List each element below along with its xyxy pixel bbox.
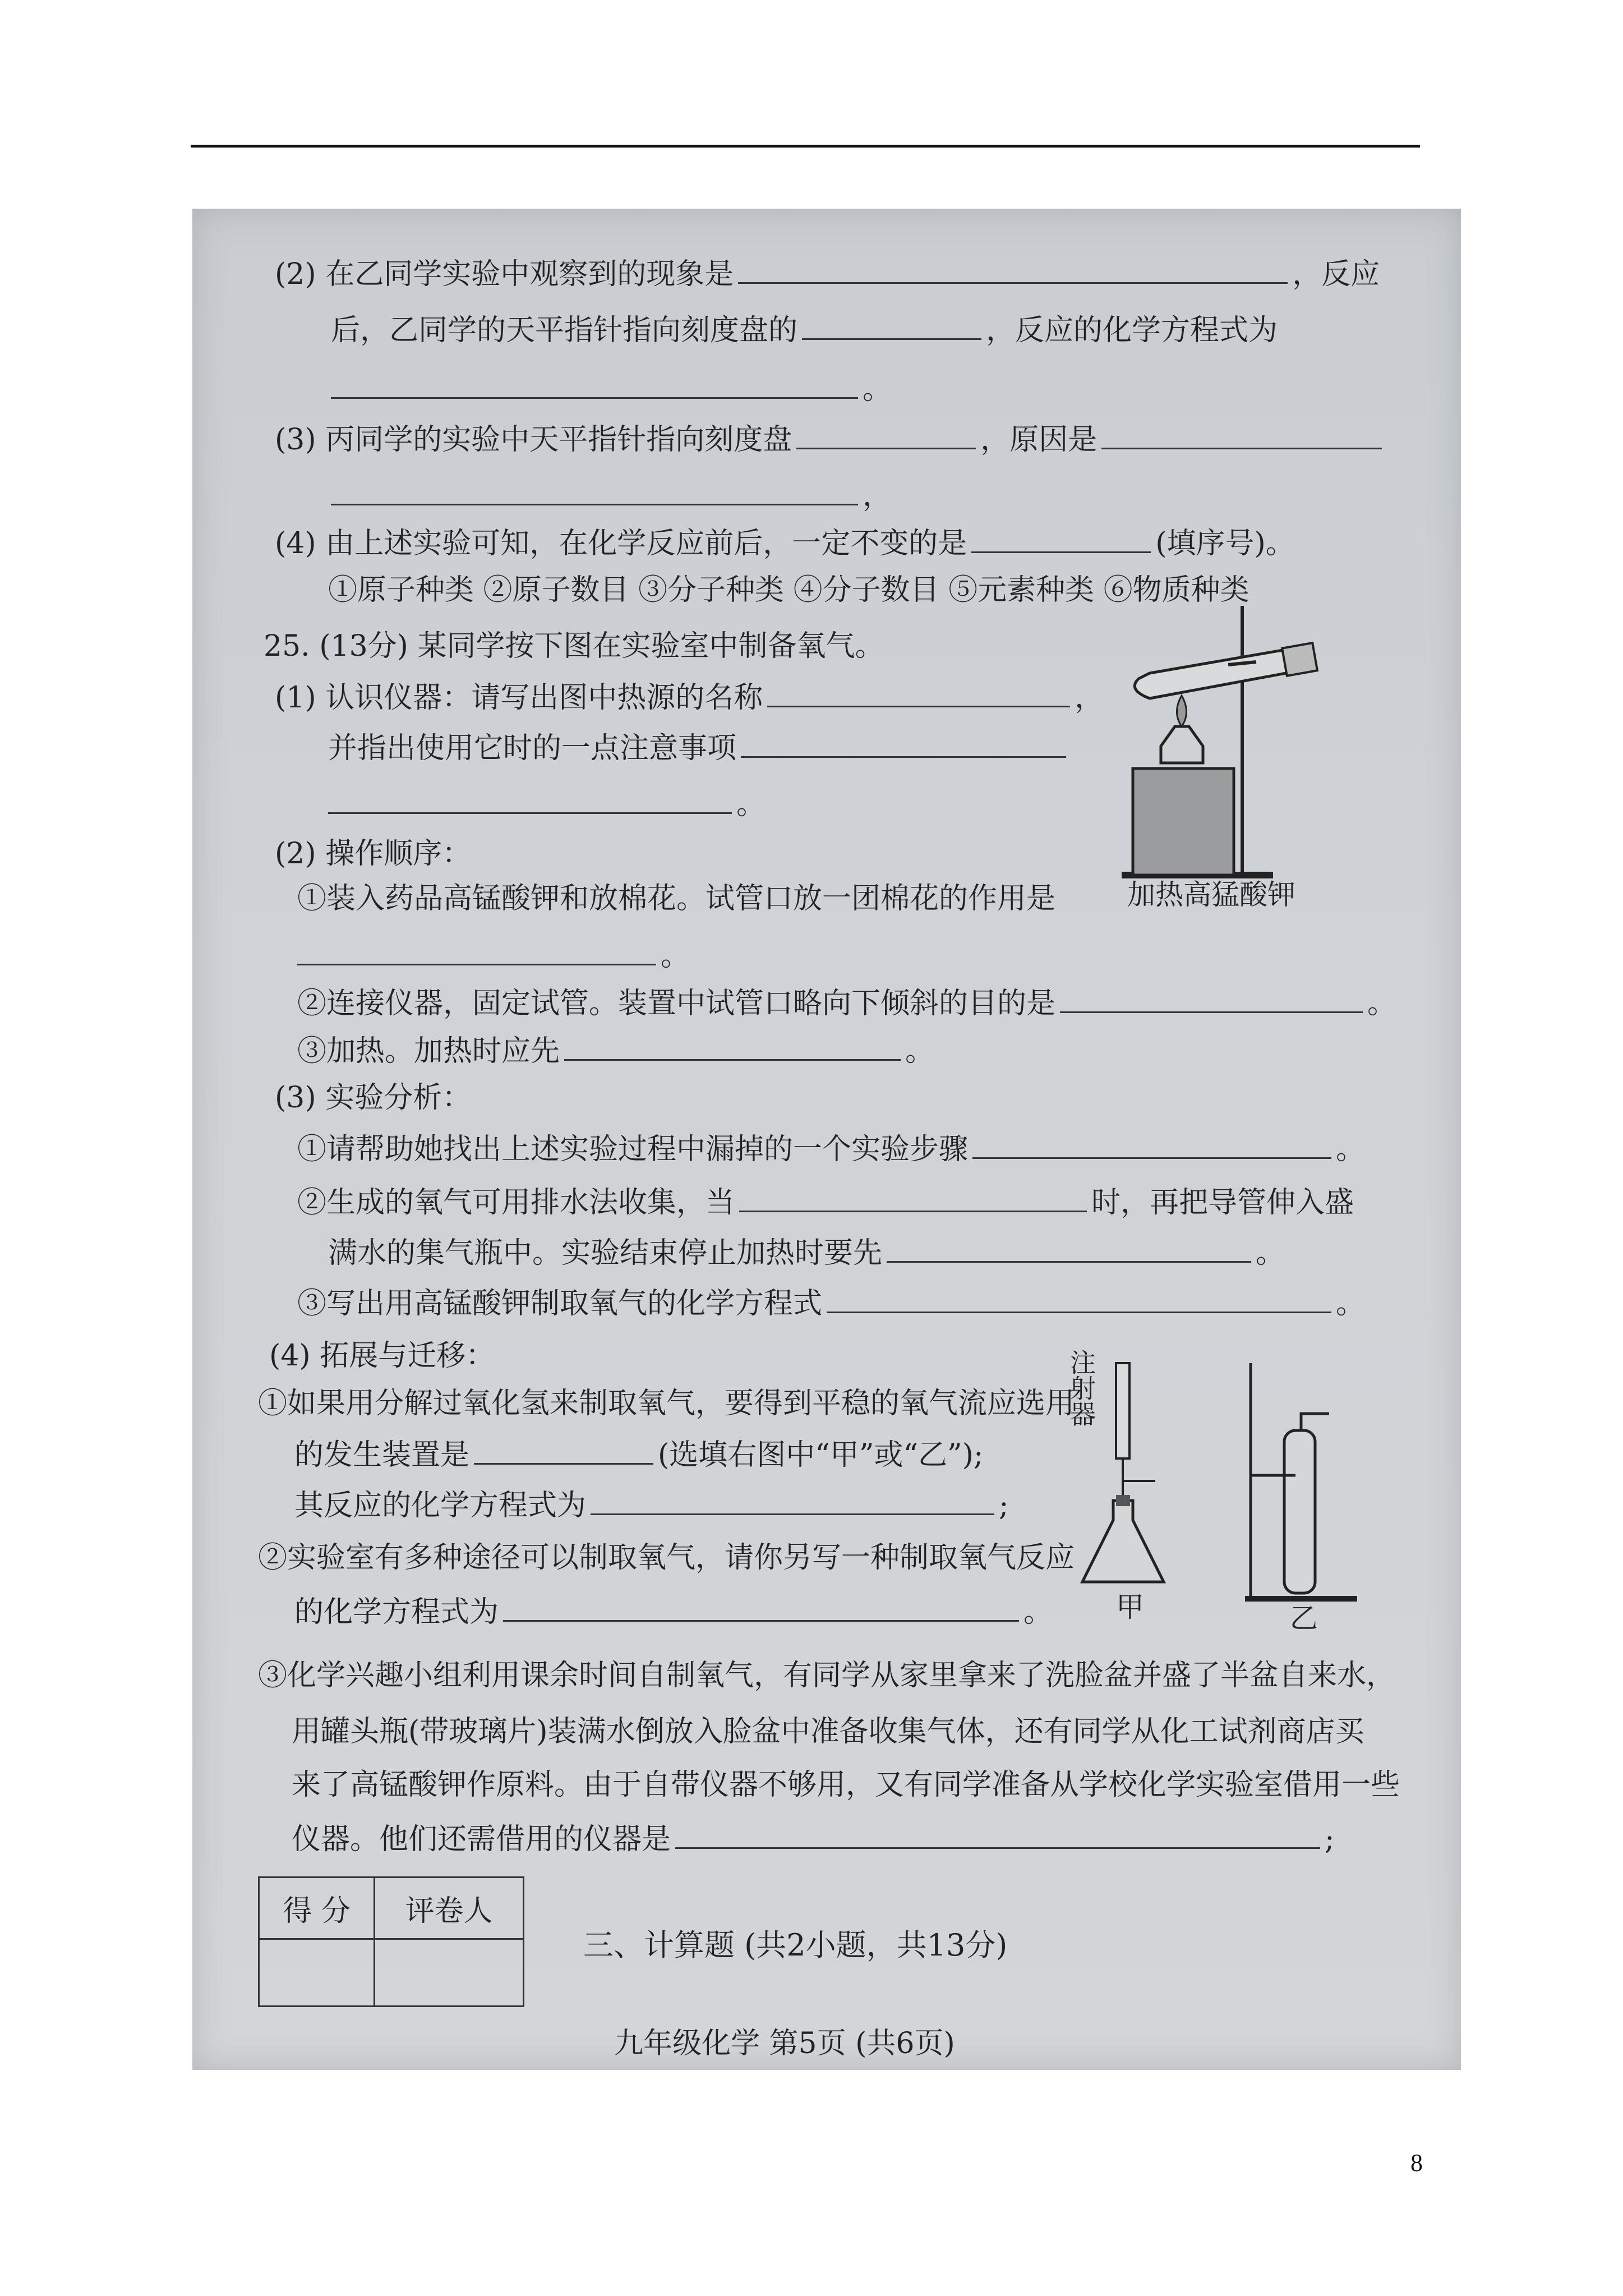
q25-s4-item1-line1: ①如果用分解过氧化氢来制取氧气，要得到平稳的氧气流应选用 xyxy=(258,1387,1075,1420)
q25-s41b-text: 的发生装置是 xyxy=(294,1438,470,1472)
q24-part2-line1 xyxy=(275,255,1380,292)
answer-blank[interactable] xyxy=(827,1285,1331,1313)
score-cell[interactable] xyxy=(259,1939,375,2007)
q25-s4-heading: (4) 拓展与迁移： xyxy=(269,1339,495,1373)
answer-blank[interactable] xyxy=(331,477,858,505)
q25-s32b-end: 。 xyxy=(1256,1236,1285,1270)
answer-blank[interactable] xyxy=(474,1436,653,1465)
q25-s22-text: ②连接仪器，固定试管。装置中试管口略向下倾斜的目的是 xyxy=(297,987,1056,1020)
q24-part2-line3 xyxy=(331,370,892,407)
q25-s2-item2 xyxy=(297,984,1396,1022)
answer-blank[interactable] xyxy=(1101,421,1382,449)
q25-s42b-text: 的化学方程式为 xyxy=(294,1595,499,1629)
q25-s4-item3-line4 xyxy=(292,1820,1335,1857)
q25-s3-item2-line1 xyxy=(297,1184,1354,1221)
page-number: 8 xyxy=(1410,2149,1423,2177)
q25-s31-end: 。 xyxy=(1336,1133,1366,1166)
q24-p3b-end: ， xyxy=(863,479,892,513)
apparatus-a-label: 甲 xyxy=(1116,1591,1144,1623)
heating-apparatus-caption: 加热高猛酸钾 xyxy=(1127,878,1295,911)
q24-part3-line1 xyxy=(275,421,1386,458)
q25-s33-end: 。 xyxy=(1336,1287,1366,1320)
answer-blank[interactable] xyxy=(738,255,1288,284)
q25-s3-item3 xyxy=(297,1285,1365,1322)
q24-p2c-end: 。 xyxy=(863,372,892,406)
q25-s4-item3-line2: 用罐头瓶(带玻璃片)装满水倒放入脸盆中准备收集气体，还有同学从化工试剂商店买 xyxy=(292,1715,1364,1749)
apparatus-b-label: 乙 xyxy=(1290,1602,1318,1635)
q24-p2a-end: ，反应 xyxy=(1292,257,1380,291)
q24-p2a-text: (2) 在乙同学实验中观察到的现象是 xyxy=(275,257,734,291)
answer-blank[interactable] xyxy=(331,370,858,399)
page-footer: 九年级化学 第5页 (共6页) xyxy=(614,2027,955,2060)
answer-blank[interactable] xyxy=(796,421,976,449)
q25-s4-item2-line1: ②实验室有多种途径可以制取氧气，请你另写一种制取氧气反应 xyxy=(258,1541,1075,1575)
q25-s1-line3 xyxy=(328,785,766,822)
q25-s4-item1-line3 xyxy=(294,1487,1009,1524)
syringe-label: 注射器 xyxy=(1066,1349,1096,1427)
apparatus-figure xyxy=(1060,1352,1374,1632)
q25-s4-item3-line1: ③化学兴趣小组利用课余时间自制氧气，有同学从家里拿来了洗脸盆并盛了半盆自来水， xyxy=(258,1659,1396,1692)
q25-s4-item3-line3: 来了高锰酸钾作原料。由于自带仪器不够用，又有同学准备从学校化学实验室借用一些 xyxy=(292,1768,1400,1802)
q25-s43d-text: 仪器。他们还需借用的仪器是 xyxy=(292,1823,671,1856)
q24-part3-line2 xyxy=(331,477,892,514)
answer-blank[interactable] xyxy=(675,1820,1320,1849)
q24-part2-line2 xyxy=(331,311,1278,348)
grader-cell[interactable] xyxy=(375,1939,524,2007)
q24-p3a-mid: ，原因是 xyxy=(980,423,1098,457)
q25-s1-line1 xyxy=(275,679,1104,716)
q24-p2b-end: ，反应的化学方程式为 xyxy=(986,314,1278,347)
q24-p4a-end: (填序号)。 xyxy=(1155,527,1295,560)
q25-s43d-end: ; xyxy=(1325,1823,1335,1856)
q24-part4-line1 xyxy=(275,524,1295,562)
answer-blank[interactable] xyxy=(564,1032,901,1061)
q25-s1-line2 xyxy=(328,729,1071,766)
q25-s3-item1 xyxy=(297,1130,1365,1167)
q25-s32a-end: 时，再把导管伸入盛 xyxy=(1091,1186,1354,1220)
q25-s42b-end: 。 xyxy=(1023,1595,1053,1629)
q25-s2-heading: (2) 操作顺序： xyxy=(275,837,472,871)
answer-blank[interactable] xyxy=(971,524,1151,553)
q25-s4-item2-line2 xyxy=(294,1593,1053,1630)
score-header: 得 分 xyxy=(259,1878,375,1939)
q25-s1a-text: (1) 认识仪器：请写出图中热源的名称 xyxy=(275,681,763,715)
q25-s41c-end: ; xyxy=(999,1489,1009,1522)
answer-blank[interactable] xyxy=(591,1487,994,1515)
q25-s41b-end: (选填右图中“甲”或“乙”); xyxy=(658,1438,984,1472)
q25-s23-end: 。 xyxy=(905,1034,935,1068)
q25-s1c-end: 。 xyxy=(736,788,766,821)
answer-blank[interactable] xyxy=(972,1130,1331,1159)
answer-blank[interactable] xyxy=(741,729,1066,758)
q24-part4-options: ①原子种类 ②原子数目 ③分子种类 ④分子数目 ⑤元素种类 ⑥物质种类 xyxy=(328,573,1249,607)
q25-s1a-end: ， xyxy=(1075,681,1104,715)
answer-blank[interactable] xyxy=(503,1593,1019,1622)
answer-blank[interactable] xyxy=(297,937,656,965)
q25-s1b-text: 并指出使用它时的一点注意事项 xyxy=(328,731,737,765)
q25-s32b-text: 满水的集气瓶中。实验结束停止加热时要先 xyxy=(328,1236,883,1270)
grader-header: 评卷人 xyxy=(375,1878,524,1939)
q25-s33-text: ③写出用高锰酸钾制取氧气的化学方程式 xyxy=(297,1287,823,1320)
answer-blank[interactable] xyxy=(767,679,1070,707)
q25-s2-item3 xyxy=(297,1032,934,1069)
answer-blank[interactable] xyxy=(887,1234,1251,1263)
q25-s21-end: 。 xyxy=(661,939,690,973)
q25-s3-item2-line2 xyxy=(328,1234,1285,1271)
q25-s41c-text: 其反应的化学方程式为 xyxy=(294,1489,587,1522)
q25-s32a-text: ②生成的氧气可用排水法收集，当 xyxy=(297,1186,735,1220)
q24-p2b-text: 后，乙同学的天平指针指向刻度盘的 xyxy=(331,314,798,347)
q24-p3a-text: (3) 丙同学的实验中天平指针指向刻度盘 xyxy=(275,423,792,457)
q25-s2-item1: ①装入药品高锰酸钾和放棉花。试管口放一团棉花的作用是 xyxy=(297,882,1056,915)
q25-s2-item1-answer xyxy=(297,937,690,974)
q25-s22-end: 。 xyxy=(1367,987,1397,1020)
answer-blank[interactable] xyxy=(739,1184,1087,1212)
header-rule xyxy=(191,145,1420,148)
answer-blank[interactable] xyxy=(802,311,981,340)
answer-blank[interactable] xyxy=(1060,984,1363,1013)
q24-p4a-text: (4) 由上述实验可知，在化学反应前后，一定不变的是 xyxy=(275,527,967,560)
score-table xyxy=(258,1876,524,2007)
q25-title: 25. (13分) 某同学按下图在实验室中制备氧气。 xyxy=(264,629,884,663)
q25-s31-text: ①请帮助她找出上述实验过程中漏掉的一个实验步骤 xyxy=(297,1133,969,1166)
q25-s3-heading: (3) 实验分析： xyxy=(275,1081,472,1115)
answer-blank[interactable] xyxy=(328,785,732,814)
heating-apparatus-figure xyxy=(1116,606,1340,898)
section-3-heading: 三、计算题 (共2小题，共13分) xyxy=(583,1927,1008,1963)
q25-s23-text: ③加热。加热时应先 xyxy=(297,1034,560,1068)
q25-s4-item1-line2 xyxy=(294,1436,983,1473)
